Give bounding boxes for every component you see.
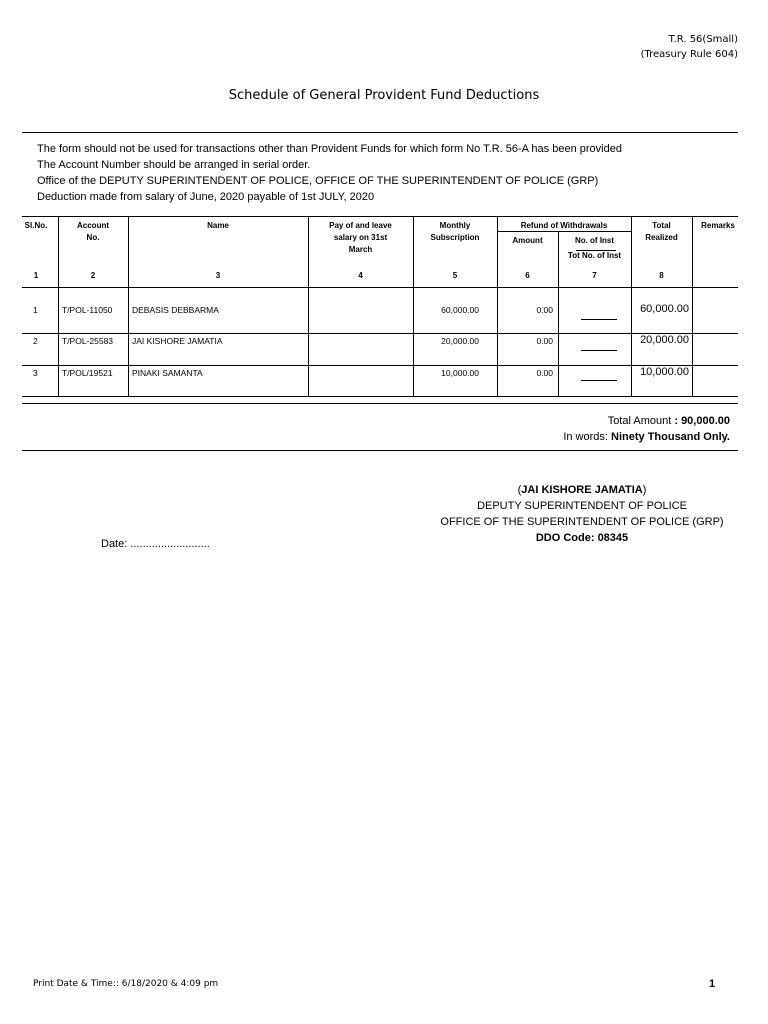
col-number: 1 <box>33 271 39 280</box>
cell-total: 10,000.00 <box>640 366 689 378</box>
totals-block <box>563 413 730 445</box>
header-amount: Amount <box>512 236 543 245</box>
cell-sl: 1 <box>33 305 38 315</box>
in-words-value: Ninety Thousand Only. <box>611 431 730 443</box>
amount-in-words-line <box>563 429 730 445</box>
header-pay <box>308 220 413 256</box>
col-number: 4 <box>358 271 363 280</box>
column-divider <box>128 216 129 396</box>
cell-total: 60,000.00 <box>640 303 689 315</box>
cell-account: T/POL-11050 <box>62 305 113 315</box>
cell-monthly: 10,000.00 <box>441 368 479 378</box>
in-words-label: In words: <box>563 431 608 443</box>
header-pay-line3: March <box>348 245 373 254</box>
signatory-office: OFFICE OF THE SUPERINTENDENT OF POLICE (GRP) <box>440 516 724 528</box>
inst-blank-line <box>581 350 617 351</box>
header-name: Name <box>207 221 229 230</box>
column-divider <box>692 216 693 396</box>
intro-line-2: The Account Number should be arranged in serial order. <box>37 159 311 171</box>
col-number: 8 <box>659 271 664 280</box>
total-amount-line <box>563 413 730 429</box>
intro-line-3: Office of the DEPUTY SUPERINTENDENT OF POLICE, OFFICE OF THE SUPERINTENDENT OF POLICE (GRP) <box>37 175 599 187</box>
signatory-name: JAI KISHORE JAMATIA <box>521 484 643 496</box>
treasury-rule: (Treasury Rule 604) <box>640 49 738 60</box>
cell-name: DEBASIS DEBBARMA <box>132 305 219 315</box>
header-total <box>631 220 692 244</box>
signature-block <box>400 482 764 546</box>
cell-total: 20,000.00 <box>640 334 689 346</box>
cell-sl: 3 <box>33 368 38 378</box>
date-field: Date: .......................... <box>101 538 210 550</box>
inst-blank-line <box>581 380 617 381</box>
divider-totals-top <box>22 403 738 404</box>
divider-top <box>22 132 738 133</box>
form-number: T.R. 56(Small) <box>668 34 738 45</box>
header-total-line2: Realized <box>645 233 678 242</box>
total-amount-value: : 90,000.00 <box>674 415 730 427</box>
header-pay-line1: Pay of and leave <box>329 221 392 230</box>
signatory-designation: DEPUTY SUPERINTENDENT OF POLICE <box>477 500 687 512</box>
document-title: Schedule of General Provident Fund Deductions <box>228 88 540 103</box>
header-account <box>58 220 128 244</box>
cell-amount: 0.00 <box>536 336 553 346</box>
cell-monthly: 20,000.00 <box>441 336 479 346</box>
header-remarks: Remarks <box>701 221 735 230</box>
cell-account: T/POL-25583 <box>62 336 114 346</box>
cell-amount: 0.00 <box>536 305 553 315</box>
cell-account: T/POL/19521 <box>62 368 113 378</box>
header-monthly-line1: Monthly <box>439 221 471 230</box>
header-account-line2: No. <box>86 233 100 242</box>
cell-name: PINAKI SAMANTA <box>132 368 203 378</box>
print-date-time: Print Date & Time:: 6/18/2020 & 4:09 pm <box>33 979 219 989</box>
intro-block <box>37 141 622 205</box>
header-tot-inst: Tot No. of Inst <box>567 251 622 260</box>
cell-sl: 2 <box>33 336 38 346</box>
form-reference <box>641 32 738 62</box>
cell-name: JAI KISHORE JAMATIA <box>132 336 223 346</box>
signatory-name-line: (JAI KISHORE JAMATIA) <box>517 484 647 496</box>
total-amount-label: Total Amount <box>607 415 672 427</box>
header-account-line1: Account <box>77 221 109 230</box>
header-pay-line2: salary on 31st <box>333 233 388 242</box>
divider-totals-bottom <box>22 450 738 451</box>
col-number: 2 <box>90 271 96 280</box>
page-number: 1 <box>709 978 716 990</box>
col-number: 7 <box>592 271 597 280</box>
col-number: 3 <box>215 271 221 280</box>
col-number: 5 <box>452 271 458 280</box>
header-total-line1: Total <box>652 221 671 230</box>
header-no-inst: No. of Inst <box>574 236 615 245</box>
intro-line-1: The form should not be used for transactions other than Provident Funds for which form No T.R. 56-A has been provided <box>37 143 622 155</box>
ddo-code: DDO Code: 08345 <box>535 532 629 544</box>
header-monthly-line2: Subscription <box>430 233 480 242</box>
cell-monthly: 60,000.00 <box>441 305 479 315</box>
table-bottom-border <box>22 396 738 397</box>
header-sl-no: Sl.No. <box>24 221 48 230</box>
inst-blank-line <box>581 319 617 320</box>
cell-amount: 0.00 <box>536 368 553 378</box>
header-refund: Refund of Withdrawals <box>520 221 608 230</box>
header-monthly <box>413 220 497 244</box>
col-number: 6 <box>525 271 530 280</box>
intro-line-4: Deduction made from salary of June, 2020 payable of 1st JULY, 2020 <box>37 191 375 203</box>
